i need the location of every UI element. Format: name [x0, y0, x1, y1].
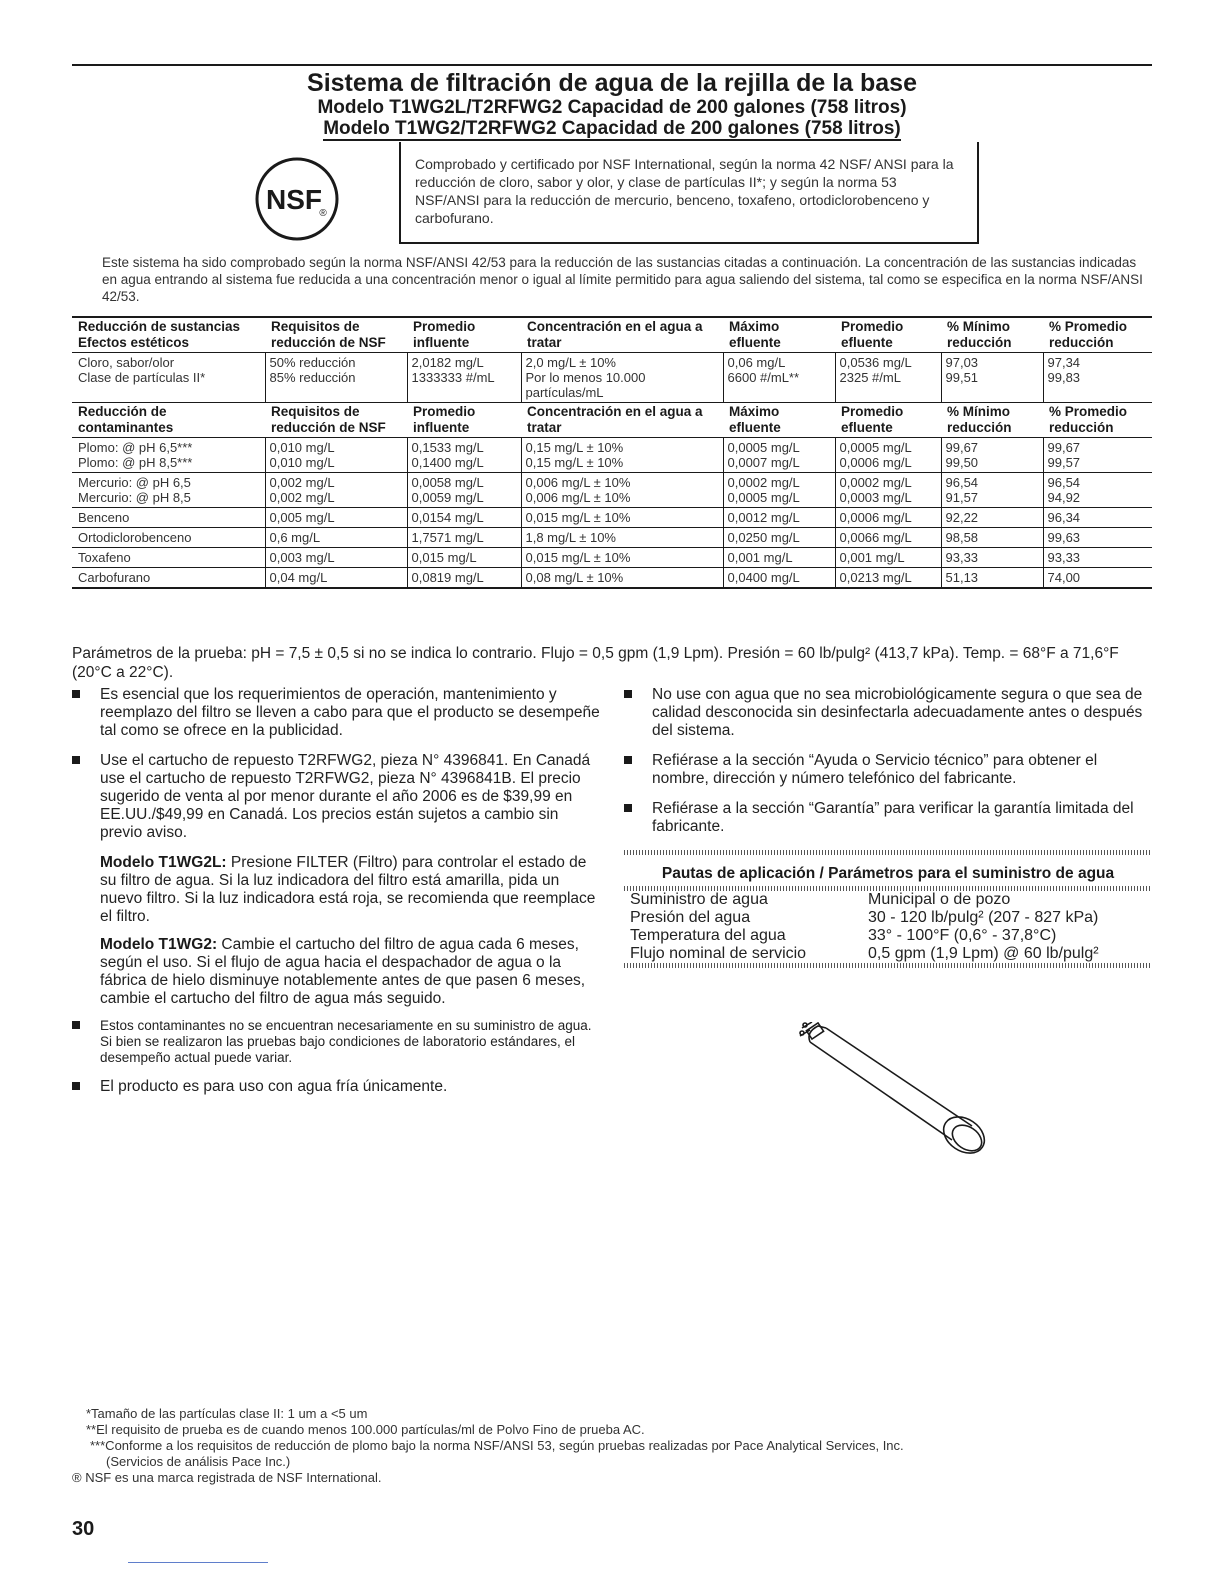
table-header-cell: Promedio influente [407, 403, 521, 438]
bullet-square-icon [72, 690, 80, 698]
bullet-text: Estos contaminantes no se encuentran necesariamente en su suministro de agua. Si bien se realizaron las pruebas bajo condiciones de laboratorio estándares, el desempeño actual puede variar. [100, 1018, 592, 1065]
table-cell: 99,67 99,57 [1043, 438, 1152, 473]
table-row [72, 568, 1152, 589]
table-cell: 96,34 [1043, 508, 1152, 528]
guidelines-title: Pautas de aplicación / Parámetros para el suministro de agua [661, 865, 1115, 882]
model-l-label: Modelo T1WG2L: [100, 854, 227, 871]
nsf-registered-mark: ® [319, 208, 327, 219]
table-cell: 92,22 [941, 508, 1043, 528]
table-cell: 93,33 [1043, 548, 1152, 568]
nsf-logo-icon [254, 156, 340, 242]
list-item [624, 800, 1152, 836]
table-header-cell: Promedio efluente [835, 403, 941, 438]
table-cell: 0,0058 mg/L 0,0059 mg/L [407, 473, 521, 508]
table-cell: 0,0002 mg/L 0,0003 mg/L [835, 473, 941, 508]
table-cell: 99,67 99,50 [941, 438, 1043, 473]
table-cell: 97,34 99,83 [1043, 353, 1152, 403]
table-cell: Carbofurano [72, 568, 265, 589]
table-cell: 2,0 mg/L ± 10% Por lo menos 10.000 partículas/mL [521, 353, 723, 403]
list-item [72, 1078, 602, 1096]
table-cell: 96,54 94,92 [1043, 473, 1152, 508]
table-cell: 0,015 mg/L ± 10% [521, 548, 723, 568]
performance-table [72, 316, 1152, 589]
guideline-label: Flujo nominal de servicio [630, 945, 807, 962]
guideline-label: Suministro de agua [630, 891, 768, 908]
table-cell: 0,0005 mg/L 0,0007 mg/L [723, 438, 835, 473]
table-row [72, 528, 1152, 548]
table-cell: 0,0250 mg/L [723, 528, 835, 548]
table-cell: 0,06 mg/L 6600 #/mL** [723, 353, 835, 403]
table-cell: Toxafeno [72, 548, 265, 568]
table-cell: 99,63 [1043, 528, 1152, 548]
table-header-cell: % Mínimo reducción [941, 403, 1043, 438]
table-cell: Benceno [72, 508, 265, 528]
guidelines-row [624, 891, 1152, 909]
table-cell: 0,010 mg/L 0,010 mg/L [265, 438, 407, 473]
bullet-square-icon [624, 804, 632, 812]
table-header-cell: Reducción de sustancias Efectos estéticos [72, 317, 265, 353]
table-row [72, 438, 1152, 473]
bullet-text: Use el cartucho de repuesto T2RFWG2, pieza N° 4396841. En Canadá use el cartucho de repuesto T2RFWG2, pieza N° 4396841B. El precio sugerido de venta al por menor durante el año 2006 es de $39,99 en EE.UU./$49,99 en Canadá. Los precios están sujetos a cambio sin previo aviso. [100, 752, 591, 841]
guideline-label: Temperatura del agua [630, 927, 786, 944]
footnote-4: ® NSF es una marca registrada de NSF International. [72, 1470, 382, 1485]
table-cell: 96,54 91,57 [941, 473, 1043, 508]
table-cell: 97,03 99,51 [941, 353, 1043, 403]
top-rule [72, 64, 1152, 66]
table-header-cell: Reducción de contaminantes [72, 403, 265, 438]
footnote-3: ***Conforme a los requisitos de reducción de plomo bajo la norma NSF/ANSI 53, según pruebas realizadas por Pace Analytical Services, Inc. [90, 1438, 904, 1453]
model-title-2: Modelo T1WG2/T2RFWG2 Capacidad de 200 galones (758 litros) [323, 118, 901, 139]
table-cell: 50% reducción 85% reducción [265, 353, 407, 403]
table-cell: 0,08 mg/L ± 10% [521, 568, 723, 589]
table-row [72, 548, 1152, 568]
bullet-text: No use con agua que no sea microbiológicamente segura o que sea de calidad desconocida sin desinfectarla adecuadamente antes o después del sistema. [652, 686, 1143, 739]
model-label: Modelo T1WG2: [100, 936, 218, 953]
table-cell: 0,04 mg/L [265, 568, 407, 589]
model-l-paragraph [72, 854, 602, 926]
guideline-value: 33° - 100°F (0,6° - 37,8°C) [868, 927, 1057, 944]
model-paragraph [72, 936, 602, 1008]
table-header-cell: Promedio influente [407, 317, 521, 353]
table-cell: 0,003 mg/L [265, 548, 407, 568]
list-item [72, 686, 602, 740]
table-cell: 1,8 mg/L ± 10% [521, 528, 723, 548]
guideline-value: Municipal o de pozo [868, 891, 1011, 908]
guidelines-table [624, 891, 1152, 963]
nsf-logo-text: NSF [266, 184, 322, 215]
table-cell: 0,0002 mg/L 0,0005 mg/L [723, 473, 835, 508]
table-cell: 0,0400 mg/L [723, 568, 835, 589]
guidelines-box [624, 850, 1152, 968]
title-block [72, 70, 1152, 141]
table-cell: 98,58 [941, 528, 1043, 548]
list-item [624, 686, 1152, 740]
guideline-value: 0,5 gpm (1,9 Lpm) @ 60 lb/pulg² [868, 945, 1099, 962]
bullet-square-icon [624, 756, 632, 764]
table-cell: 0,015 mg/L ± 10% [521, 508, 723, 528]
table-cell: 0,0536 mg/L 2325 #/mL [835, 353, 941, 403]
table-cell: Cloro, sabor/olor Clase de partículas II* [72, 353, 265, 403]
bullet-square-icon [72, 1021, 80, 1029]
certification-box: Comprobado y certificado por NSF International, según la norma 42 NSF/ ANSI para la reducción de cloro, sabor y olor, y clase de partículas II*; y según la norma 53 NSF/ANSI para la reducción de mercurio, benceno, toxafeno, ortodiclorobenceno y carbofurano. [399, 142, 979, 244]
page-number: 30 [72, 1518, 95, 1540]
table-header-cell: Requisitos de reducción de NSF [265, 403, 407, 438]
table-cell: Plomo: @ pH 6,5*** Plomo: @ pH 8,5*** [72, 438, 265, 473]
list-item [72, 752, 602, 842]
table-header-cell: Concentración en el agua a tratar [521, 317, 723, 353]
hatch-divider [624, 963, 1152, 968]
table-cell: Mercurio: @ pH 6,5 Mercurio: @ pH 8,5 [72, 473, 265, 508]
footnote-3-continued: (Servicios de análisis Pace Inc.) [106, 1454, 291, 1469]
table-cell: 0,0213 mg/L [835, 568, 941, 589]
table-cell: 0,6 mg/L [265, 528, 407, 548]
table-cell: 0,0006 mg/L [835, 508, 941, 528]
bullet-text: Es esencial que los requerimientos de operación, mantenimiento y reemplazo del filtro se lleven a cabo para que el producto se desempeñe tal como se ofrece en la publicidad. [100, 686, 600, 739]
table-header-cell: % Promedio reducción [1043, 403, 1152, 438]
table-header-cell: Concentración en el agua a tratar [521, 403, 723, 438]
table-cell: 0,1533 mg/L 0,1400 mg/L [407, 438, 521, 473]
table-cell: 0,001 mg/L [835, 548, 941, 568]
list-item [624, 752, 1152, 788]
table-cell: 1,7571 mg/L [407, 528, 521, 548]
guideline-label: Presión del agua [630, 909, 751, 926]
table-cell: 0,001 mg/L [723, 548, 835, 568]
table-cell: 0,0154 mg/L [407, 508, 521, 528]
bullet-text: El producto es para uso con agua fría únicamente. [100, 1078, 448, 1095]
table-cell: 0,006 mg/L ± 10% 0,006 mg/L ± 10% [521, 473, 723, 508]
bullet-square-icon [72, 1082, 80, 1090]
filter-cartridge-illustration [796, 1022, 996, 1172]
intro-paragraph: Este sistema ha sido comprobado según la norma NSF/ANSI 42/53 para la reducción de las sustancias citadas a continuación. La concentración de las sustancias indicadas en agua entrando al sistema fue reducida a una concentración menor o igual al límite permitido para agua saliendo del sistema, tal como se especifica en la norma NSF/ANSI 42/53. [102, 255, 1143, 304]
bullet-square-icon [72, 756, 80, 764]
page-title: Sistema de filtración de agua de la rejilla de la base [307, 69, 917, 97]
table-cell: Ortodiclorobenceno [72, 528, 265, 548]
table-cell: 51,13 [941, 568, 1043, 589]
table-cell: 2,0182 mg/L 1333333 #/mL [407, 353, 521, 403]
guideline-value: 30 - 120 lb/pulg² (207 - 827 kPa) [868, 909, 1099, 926]
table-header-cell: Máximo efluente [723, 317, 835, 353]
table-header-cell: % Promedio reducción [1043, 317, 1152, 353]
model-text: Cambie el cartucho del filtro de agua cada 6 meses, según el uso. Si el flujo de agua hacia el despachador de agua o la fábrica de hielo disminuye notablemente antes de que pasen 6 meses, cambie el cartucho del filtro de agua más seguido. [100, 936, 586, 1007]
bullet-text: Refiérase a la sección “Ayuda o Servicio técnico” para obtener el nombre, dirección y número telefónico del fabricante. [652, 752, 1098, 787]
table-cell: 0,015 mg/L [407, 548, 521, 568]
table-cell: 0,0066 mg/L [835, 528, 941, 548]
model-title-1: Modelo T1WG2L/T2RFWG2 Capacidad de 200 galones (758 litros) [317, 97, 907, 118]
table-header-row [72, 403, 1152, 438]
footnote-2: **El requisito de prueba es de cuando menos 100.000 partículas/ml de Polvo Fino de prueba AC. [86, 1422, 645, 1437]
table-row [72, 353, 1152, 403]
table-cell: 0,15 mg/L ± 10% 0,15 mg/L ± 10% [521, 438, 723, 473]
list-item [72, 1018, 602, 1066]
table-cell: 0,0012 mg/L [723, 508, 835, 528]
table-header-row [72, 317, 1152, 353]
left-column [72, 686, 602, 1108]
right-column [624, 686, 1152, 968]
bullet-text: Refiérase a la sección “Garantía” para verificar la garantía limitada del fabricante. [652, 800, 1134, 835]
table-header-cell: Requisitos de reducción de NSF [265, 317, 407, 353]
table-cell: 0,002 mg/L 0,002 mg/L [265, 473, 407, 508]
table-cell: 93,33 [941, 548, 1043, 568]
table-cell: 0,0819 mg/L [407, 568, 521, 589]
guidelines-row [624, 945, 1152, 963]
guidelines-row [624, 909, 1152, 927]
table-cell: 0,005 mg/L [265, 508, 407, 528]
table-header-cell: Máximo efluente [723, 403, 835, 438]
test-parameters: Parámetros de la prueba: pH = 7,5 ± 0,5 si no se indica lo contrario. Flujo = 0,5 gpm (1,9 Lpm). Presión = 60 lb/pulg² (413,7 kPa). Temp. = 68°F a 71,6°F (20°C a 22°C). [72, 645, 1119, 681]
footnotes [72, 1406, 1152, 1486]
table-cell: 74,00 [1043, 568, 1152, 589]
table-row [72, 473, 1152, 508]
guidelines-row [624, 927, 1152, 945]
table-header-cell: % Mínimo reducción [941, 317, 1043, 353]
bullet-square-icon [624, 690, 632, 698]
model-l-text: Presione FILTER (Filtro) para controlar el estado de su filtro de agua. Si la luz indicadora del filtro está amarilla, pida un nuevo filtro. Si la luz indicadora está roja, se recomienda que reemplace el filtro. [100, 854, 596, 925]
table-row [72, 508, 1152, 528]
table-cell: 0,0005 mg/L 0,0006 mg/L [835, 438, 941, 473]
bottom-rule [128, 1562, 268, 1563]
table-header-cell: Promedio efluente [835, 317, 941, 353]
footnote-1: *Tamaño de las partículas clase II: 1 um a <5 um [86, 1406, 368, 1421]
